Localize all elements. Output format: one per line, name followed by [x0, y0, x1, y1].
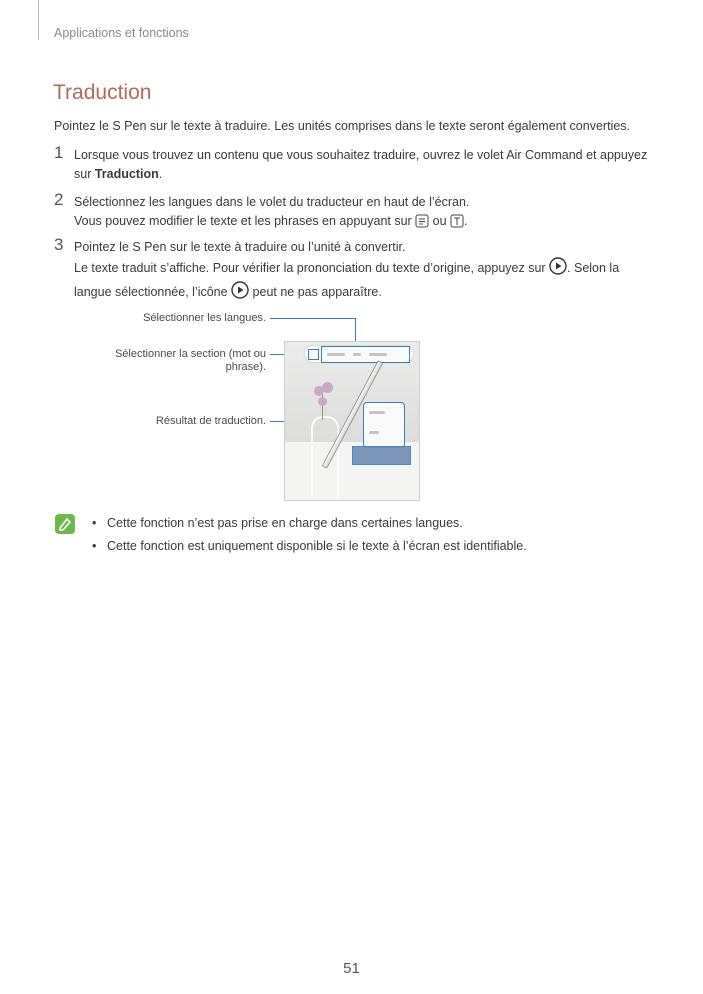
intro-paragraph: Pointez le S Pen sur le texte à traduire. Les unités comprises dans le texte seront également converties. — [54, 119, 631, 133]
translation-result-popup — [363, 402, 405, 448]
result-text — [369, 411, 385, 414]
word-mode-icon — [450, 214, 464, 234]
step-number: 3 — [54, 235, 64, 254]
label-select-languages: Sélectionner les langues. — [143, 312, 266, 324]
step-text: Lorsque vous trouvez un contenu que vous souhaitez traduire, ouvrez le volet Air Command et appuyez sur — [74, 148, 648, 181]
label-select-section: Sélectionner la section (mot ou phrase). — [114, 348, 266, 373]
header-rule — [38, 0, 39, 40]
step-text: Sélectionnez les langues dans le volet du traducteur en haut de l’écran. — [74, 195, 470, 209]
flower — [318, 397, 327, 406]
step-number: 1 — [54, 143, 64, 162]
flower — [322, 382, 333, 393]
page-number: 51 — [343, 960, 360, 977]
step-text: . Selon la langue sélectionnée, l’icône — [74, 261, 620, 299]
note-item: • Cette fonction est uniquement disponible si le texte à l’écran est identifiable. — [92, 535, 652, 558]
text-mode-icon — [415, 214, 429, 234]
section-header: Applications et fonctions — [54, 26, 189, 40]
highlighted-text — [352, 446, 411, 465]
target-language — [369, 353, 387, 356]
note-icon — [55, 514, 75, 534]
step-text: ou — [429, 214, 451, 228]
menu-term: Traduction — [94, 167, 159, 181]
label-translation-result: Résultat de traduction. — [155, 415, 266, 427]
note-item: • Cette fonction n’est pas prise en charge dans certaines langues. — [92, 512, 652, 535]
step-2 — [54, 190, 654, 234]
step-text: Le texte traduit s’affiche. Pour vérifier la prononciation du texte d’origine, appuyez sur — [74, 261, 550, 275]
step-text: Vous pouvez modifier le texte et les phrases en appuyant sur — [74, 214, 416, 228]
step-text-end: . — [158, 167, 163, 181]
page-title: Traduction — [53, 81, 152, 104]
play-icon — [549, 257, 567, 281]
result-text — [369, 431, 379, 434]
step-text: Pointez le S Pen sur le texte à traduire ou l’unité à convertir. — [74, 240, 406, 254]
leader-line — [270, 318, 356, 319]
swap-icon — [353, 353, 361, 356]
step-1 — [54, 143, 654, 184]
play-icon — [231, 281, 249, 305]
step-text: peut ne pas apparaître. — [249, 285, 382, 299]
step-text-end: . — [464, 214, 468, 228]
source-language — [327, 353, 345, 356]
step-3 — [54, 235, 654, 305]
translator-panel — [305, 346, 413, 362]
section-mode-button — [308, 349, 319, 360]
step-number: 2 — [54, 190, 64, 209]
note-list — [92, 512, 652, 558]
